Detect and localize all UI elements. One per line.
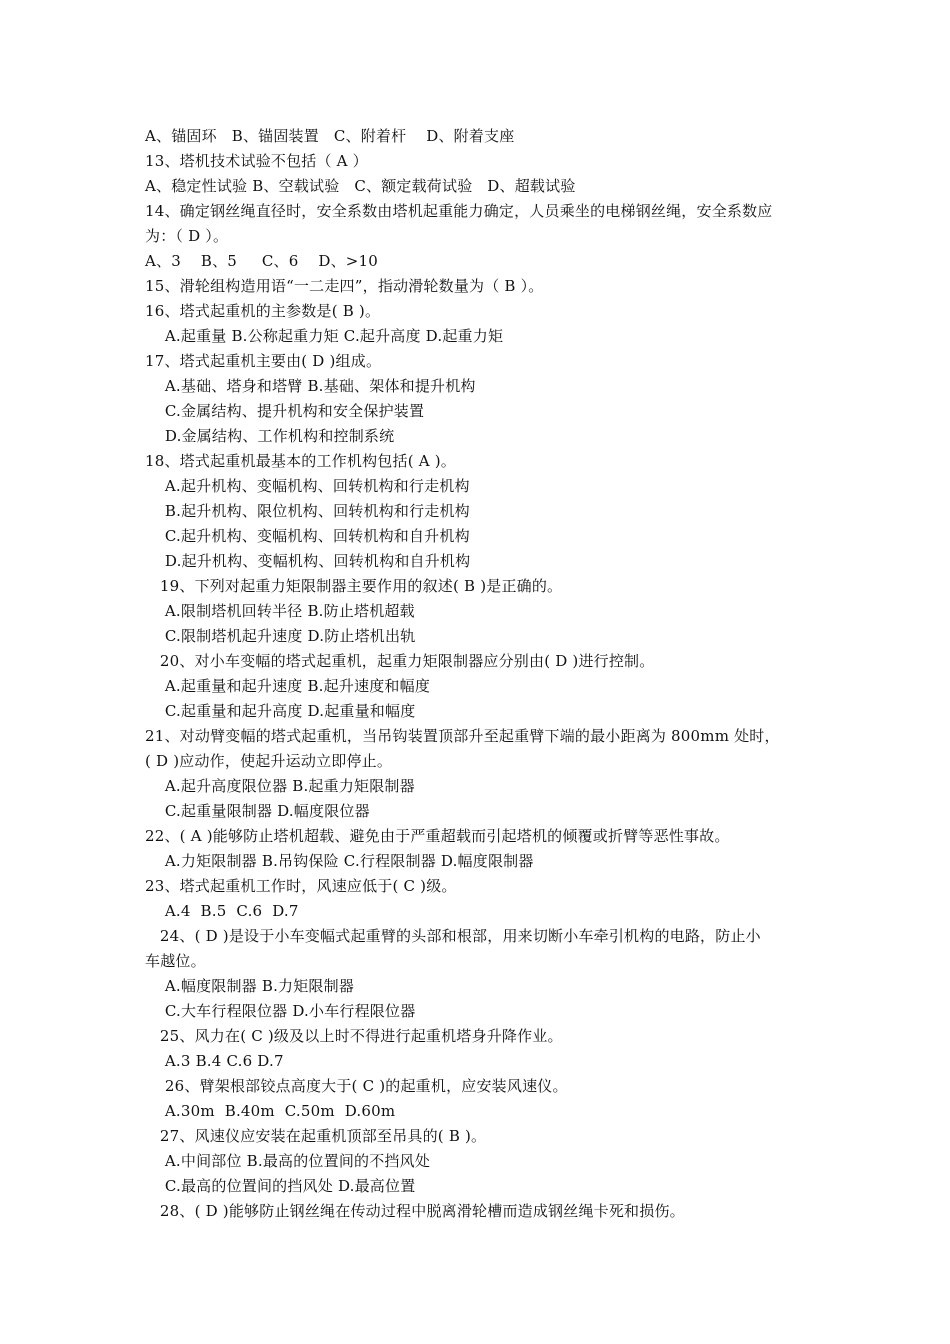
text-line: 22、( A )能够防止塔机超载、避免由于严重超载而引起塔机的倾覆或折臂等恶性事故。 [145, 827, 730, 845]
text-line: A.力矩限制器 B.吊钩保险 C.行程限制器 D.幅度限制器 [145, 852, 534, 870]
text-line: 27、风速仪应安装在起重机顶部至吊具的( B )。 [145, 1127, 487, 1145]
text-line: A.起升高度限位器 B.起重力矩限制器 [145, 777, 415, 795]
text-line: 为：（ D ）。 [145, 227, 229, 245]
text-line: 18、塔式起重机最基本的工作机构包括( A )。 [145, 452, 456, 470]
text-line: 20、对小车变幅的塔式起重机，起重力矩限制器应分别由( D )进行控制。 [145, 652, 655, 670]
text-line: D.金属结构、工作机构和控制系统 [145, 427, 395, 445]
text-line: 15、滑轮组构造用语“一二走四”，指动滑轮数量为（ B ）。 [145, 277, 544, 295]
text-line: C.限制塔机起升速度 D.防止塔机出轨 [145, 627, 416, 645]
text-line: A.基础、塔身和塔臂 B.基础、架体和提升机构 [145, 377, 476, 395]
text-line: A.限制塔机回转半径 B.防止塔机超载 [145, 602, 415, 620]
text-line: C.大车行程限位器 D.小车行程限位器 [145, 1002, 416, 1020]
text-line: 14、确定钢丝绳直径时，安全系数由塔机起重能力确定，人员乘坐的电梯钢丝绳，安全系数应 [145, 202, 773, 220]
text-line: 23、塔式起重机工作时，风速应低于( C )级。 [145, 877, 457, 895]
text-line: 13、塔机技术试验不包括（ A ） [145, 152, 368, 170]
text-line: A.4 B.5 C.6 D.7 [145, 902, 299, 920]
text-line: C.起重量限制器 D.幅度限位器 [145, 802, 370, 820]
text-line: 19、下列对起重力矩限制器主要作用的叙述( B )是正确的。 [145, 577, 563, 595]
text-line: 25、风力在( C )级及以上时不得进行起重机塔身升降作业。 [145, 1027, 563, 1045]
text-line: 26、臂架根部铰点高度大于( C )的起重机，应安装风速仪。 [145, 1077, 568, 1095]
text-line: B.起升机构、限位机构、回转机构和行走机构 [145, 502, 470, 520]
text-line: 28、( D )能够防止钢丝绳在传动过程中脱离滑轮槽而造成钢丝绳卡死和损伤。 [145, 1202, 685, 1220]
text-line: C.起重量和起升高度 D.起重量和幅度 [145, 702, 416, 720]
text-line: A.起重量和起升速度 B.起升速度和幅度 [145, 677, 431, 695]
text-line: C.金属结构、提升机构和安全保护装置 [145, 402, 425, 420]
text-line: A.3 B.4 C.6 D.7 [145, 1052, 284, 1070]
text-line: 车越位。 [145, 952, 206, 970]
text-line: ( D )应动作，使起升运动立即停止。 [145, 752, 393, 770]
text-line: 16、塔式起重机的主参数是( B )。 [145, 302, 381, 320]
text-line: A、稳定性试验 B、空载试验 C、额定载荷试验 D、超载试验 [145, 177, 576, 195]
text-line: A.幅度限制器 B.力矩限制器 [145, 977, 355, 995]
text-line: A.起升机构、变幅机构、回转机构和行走机构 [145, 477, 470, 495]
text-line: D.起升机构、变幅机构、回转机构和自升机构 [145, 552, 471, 570]
text-line: C.最高的位置间的挡风处 D.最高位置 [145, 1177, 416, 1195]
text-line: A、3 B、5 C、6 D、>10 [145, 252, 379, 270]
text-line: 21、对动臂变幅的塔式起重机，当吊钩装置顶部升至起重臂下端的最小距离为 800mm 处时， [145, 727, 780, 745]
text-line: 24、( D )是设于小车变幅式起重臂的头部和根部，用来切断小车牵引机构的电路，防止小 [145, 927, 761, 945]
text-line: A.起重量 B.公称起重力矩 C.起升高度 D.起重力矩 [145, 327, 504, 345]
text-line: C.起升机构、变幅机构、回转机构和自升机构 [145, 527, 470, 545]
text-line: A.30m B.40m C.50m D.60m [145, 1102, 396, 1120]
text-line: A.中间部位 B.最高的位置间的不挡风处 [145, 1152, 431, 1170]
text-line: 17、塔式起重机主要由( D )组成。 [145, 352, 382, 370]
text-line: A、锚固环 B、锚固装置 C、附着杆 D、附着支座 [145, 127, 515, 145]
